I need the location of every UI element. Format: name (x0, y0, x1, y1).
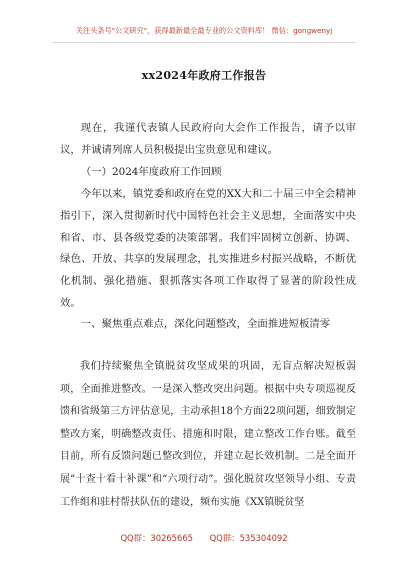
footer-contact (0, 532, 408, 544)
intro-paragraph: 现在，我谨代表镇人民政府向大会作工作报告，请予以审议，并诚请列席人员积极提出宝贵意见和建议。 (60, 122, 356, 156)
subsection-heading-1: 一、聚焦重点难点，深化问题整改，全面推进短板清零 (80, 318, 331, 330)
review-paragraph: 今年以来，镇党委和政府在党的XX大和二十届三中全会精神指引下，深入贯彻新时代中国特色社会主义思想，全面落实中央和省、市、县各级党委的决策部署。我们牢固树立创新、协调、绿色、开放、共享的发展理念，扎实推进乡村振兴战略，不断优化机制、强化措施、狠抓落实各项工作取得了显著的阶段性成效。 (60, 188, 356, 309)
footer-qq-group-2: QQ群：535304092 (209, 533, 288, 543)
header-banner: 关注头条号"公文研究"，获得最新最全最专业的公文资料库！ 微信：gongwenyj (75, 26, 333, 35)
header-divider (52, 42, 356, 43)
footer-qq-group-1: QQ群：30265665 (120, 533, 193, 543)
subsection-paragraph-1: 我们持续聚焦全镇脱贫攻坚成果的巩固，无盲点解决短板弱项，全面推进整改。一是深入整改突出问题。根据中央专项巡视反馈和省级第三方评估意见，主动承担18个方面22项问题，细致制定整改方案，明确整改责任、措施和时限，建立整改工作台账。截至目前，所有反馈问题已整改到位，并建立起长效机制。二是全面开展“十查十看十补课”和“六项行动”。强化脱贫攻坚领导小组、专责工作组和驻村帮扶队伍的建设，频布实施《XX镇脱贫坚 (60, 361, 356, 508)
document-title: xx2024年政府工作报告 (141, 69, 267, 82)
section-heading-review: （一）2024年度政府工作回顾 (80, 166, 222, 178)
